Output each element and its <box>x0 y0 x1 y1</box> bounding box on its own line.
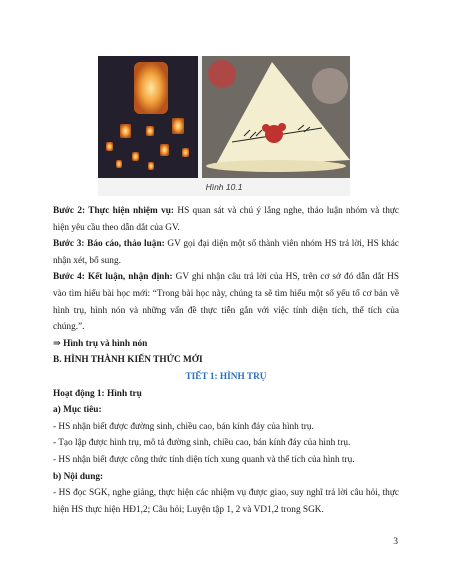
figure-10-1 <box>98 56 350 196</box>
figure-caption: Hình 10.1 <box>205 182 243 192</box>
paragraph-step-4 <box>53 269 399 335</box>
paragraph-step-2 <box>53 203 399 236</box>
step-4-label: Bước 4: Kết luận, nhận định: <box>53 272 173 283</box>
step-3-label: Bước 3: Báo cáo, thảo luận: <box>53 239 165 250</box>
objective-item: - HS nhận biết được đường sinh, chiều cao, bán kính đáy của hình trụ. <box>53 421 314 432</box>
content-heading: b) Nội dung: <box>53 471 104 482</box>
step-3-text: GV gọi đại diện một số thành viên nhóm HS trả lời, HS khác nhận xét, bổ sung. <box>53 239 399 266</box>
conical-hat-image <box>202 56 350 178</box>
objective-item: - HS nhận biết được công thức tính diện tích xung quanh và thể tích của hình trụ. <box>53 454 355 465</box>
section-heading: B. HÌNH THÀNH KIẾN THỨC MỚI <box>53 355 203 366</box>
lanterns-image <box>98 56 198 178</box>
step-4-text: GV ghi nhận câu trả lời của HS, trên cơ sở đó dẫn dắt HS vào tìm hiểu bài học mới: “Trong bài học này, chúng ta sẽ tìm hiểu một số yếu tố cơ bản về hình trụ, hình nón và những vấn đề thực tiễn gắn với việc tính diện tích, thể tích của chúng.”. <box>53 272 400 333</box>
activity-heading: Hoạt động 1: Hình trụ <box>53 388 142 399</box>
paragraph-step-3 <box>53 236 399 269</box>
lesson-title: TIẾT 1: HÌNH TRỤ <box>185 371 267 382</box>
document-body <box>53 203 399 518</box>
page-number: 3 <box>393 537 398 547</box>
step-2-text: HS quan sát và chú ý lắng nghe, thảo luận nhóm và thực hiện yêu cầu theo dẫn dắt của GV. <box>53 206 400 233</box>
step-2-label: Bước 2: Thực hiện nhiệm vụ: <box>53 206 175 216</box>
content-item: - HS đọc SGK, nghe giảng, thực hiện các nhiệm vụ được giao, suy nghĩ trả lời câu hỏi, thực hiện HS thực hiện HĐ1,2; Câu hỏi; Luyện tập 1, 2 và VD1,2 trong SGK. <box>53 488 399 515</box>
conclusion-line: ⇒ Hình trụ và hình nón <box>53 338 148 349</box>
objective-heading: a) Mục tiêu: <box>53 405 102 416</box>
objective-item: - Tạo lập được hình trụ, mô tả đường sinh, chiều cao, bán kính đáy của hình trụ. <box>53 438 351 449</box>
